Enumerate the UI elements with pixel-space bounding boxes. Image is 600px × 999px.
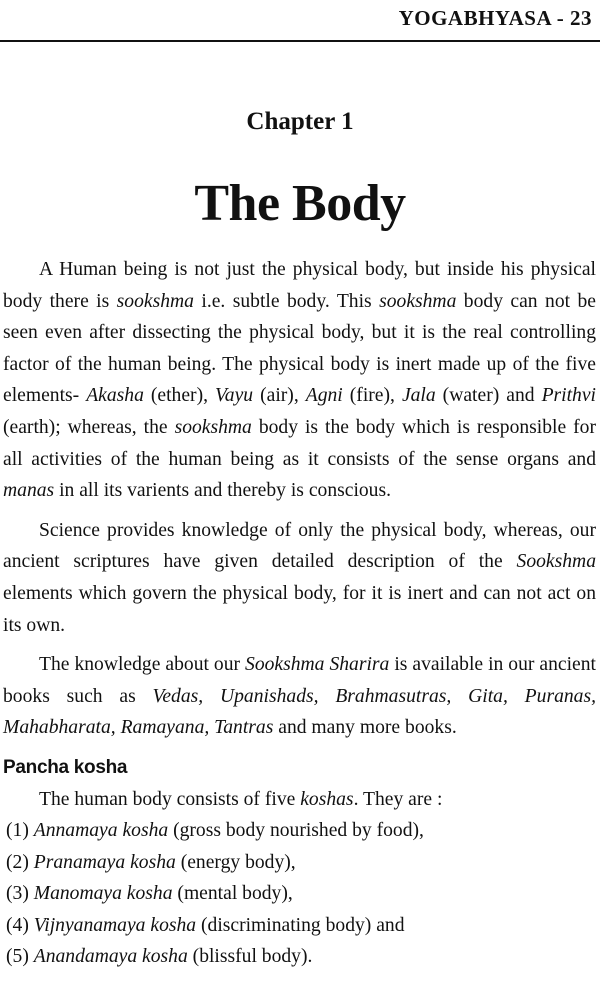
section-intro: The human body consists of five koshas. They are : [39, 788, 443, 810]
running-head: YOGABHYASA - 23 [398, 6, 592, 30]
paragraph-1: A Human being is not just the physical body, but inside his physical body there is sookshma i.e. subtle body. This sookshma body can not be seen even after dissecting the physical body, but it is the real controlling factor of the human being. The physical body is inert made up of the five elements- Akasha (ether), Vayu (air), Agni (fire), Jala (water) and Prithvi (earth); whereas, the sookshma body is the body which is responsible for all activities of the human being as it consists of the sense organs and manas in all its varients and thereby is conscious. [3, 259, 596, 502]
list-item: (3) Manomaya kosha (mental body), [6, 883, 293, 905]
kosha-list [3, 815, 596, 973]
page-title: The Body [194, 175, 406, 232]
header-rule [0, 40, 600, 42]
paragraph-3: The knowledge about our Sookshma Sharira is available in our ancient books such as Vedas, Upanishads, Brahmasutras, Gita, Puranas, Mahabharata, Ramayana, Tantras and many more books. [3, 654, 596, 739]
chapter-label: Chapter 1 [246, 108, 354, 135]
list-item: (1) Annamaya kosha (gross body nourished by food), [6, 820, 424, 842]
list-item: (5) Anandamaya kosha (blissful body). [6, 946, 313, 968]
body-text [3, 254, 596, 973]
list-item: (4) Vijnyanamaya kosha (discriminating body) and [6, 914, 405, 936]
section-heading: Pancha kosha [3, 756, 128, 778]
list-item: (2) Pranamaya kosha (energy body), [6, 851, 296, 873]
paragraph-2: Science provides knowledge of only the physical body, whereas, our ancient scriptures have given detailed description of the Sookshma elements which govern the physical body, for it is inert and can not act on its own. [3, 519, 596, 636]
